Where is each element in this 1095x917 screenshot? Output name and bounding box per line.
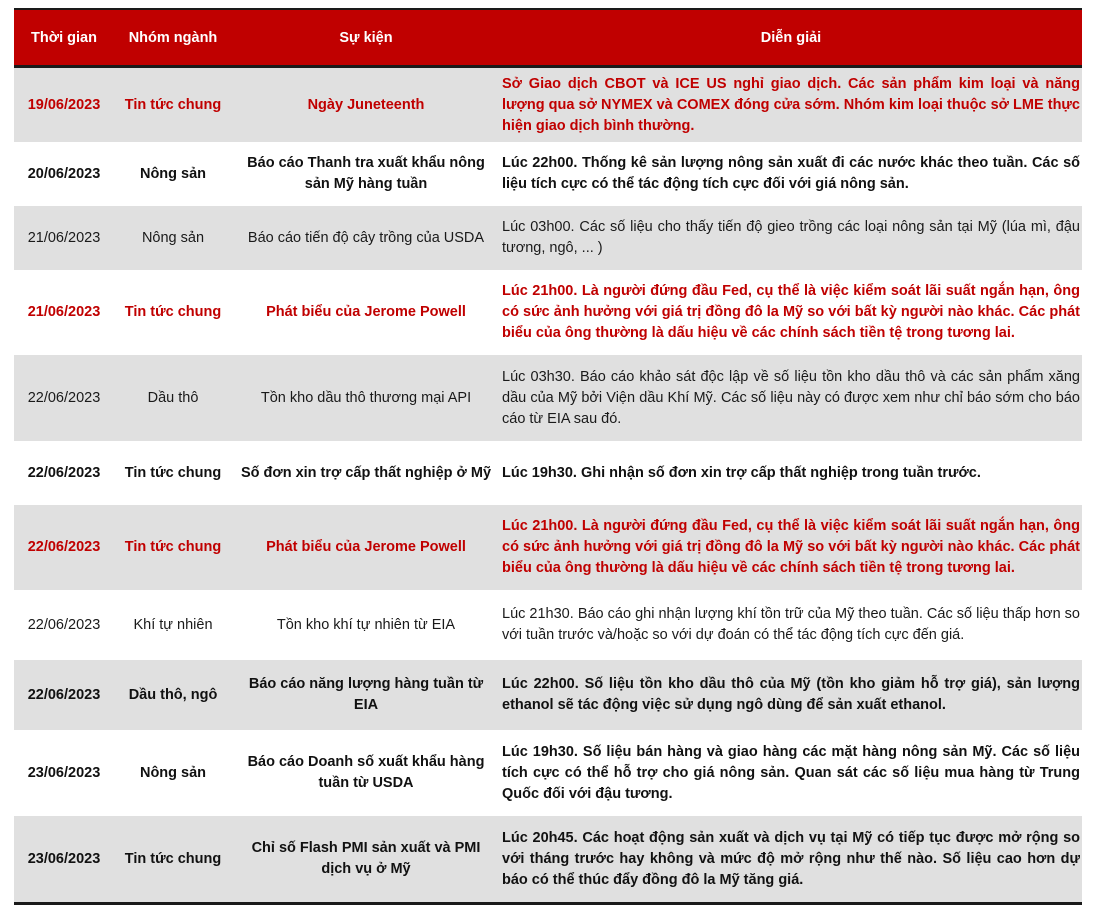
row-desc: Lúc 19h30. Số liệu bán hàng và giao hàng các mặt hàng nông sản Mỹ. Các số liệu tích cực có thể hỗ trợ cho giá nông sản. Quan sát các số liệu mua hàng từ Trung Quốc đối với đậu tương.: [502, 743, 1080, 802]
table-row: [14, 660, 1082, 730]
row-event: Báo cáo Doanh số xuất khẩu hàng tuần từ USDA: [247, 754, 485, 791]
table-row: [14, 206, 1082, 270]
events-table: [14, 8, 1082, 905]
row-desc: Sở Giao dịch CBOT và ICE US nghỉ giao dịch. Các sản phẩm kim loại và năng lượng qua sở NYMEX và COMEX đóng cửa sớm. Nhóm kim loại thuộc sở LME thực hiện giao dịch bình thường.: [502, 75, 1080, 134]
table-row: [14, 355, 1082, 441]
table-row: [14, 730, 1082, 816]
row-group: Dầu thô, ngô: [128, 686, 218, 703]
row-date: 22/06/2023: [27, 464, 101, 481]
row-desc: Lúc 03h00. Các số liệu cho thấy tiến độ gieo trồng các loại nông sản tại Mỹ (lúa mì, đậu tương, ngô, ... ): [502, 219, 1080, 256]
row-group: Dầu thô: [147, 389, 199, 406]
table-bottom-rule: [14, 902, 1082, 905]
table-row: [14, 441, 1082, 505]
row-date: 19/06/2023: [27, 96, 101, 113]
row-date: 22/06/2023: [27, 616, 101, 633]
row-desc: Lúc 21h00. Là người đứng đầu Fed, cụ thể là việc kiểm soát lãi suất ngắn hạn, ông có sức ảnh hưởng với giá trị đồng đô la Mỹ so với bất kỳ người nào khác. Các phát biểu của ông thường là dấu hiệu về các chính sách tiền tệ trong tương lai.: [502, 283, 1080, 341]
table-row: [14, 68, 1082, 142]
row-date: 22/06/2023: [27, 389, 101, 406]
row-event: Số đơn xin trợ cấp thất nghiệp ở Mỹ: [240, 464, 492, 481]
row-event: Chỉ số Flash PMI sản xuất và PMI dịch vụ ở Mỹ: [251, 840, 481, 877]
row-group: Tin tức chung: [124, 539, 222, 555]
row-event: Báo cáo Thanh tra xuất khẩu nông sản Mỹ hàng tuần: [247, 155, 485, 192]
row-group: Nông sản: [141, 229, 205, 246]
row-desc: Lúc 22h00. Số liệu tồn kho dầu thô của Mỹ (tồn kho giảm hỗ trợ giá), sản lượng ethanol sẽ tác động việc sử dụng ngô dùng để sản xuất ethanol.: [502, 676, 1080, 713]
row-group: Tin tức chung: [124, 850, 222, 867]
header-date: Thời gian: [31, 29, 97, 46]
row-group: Tin tức chung: [124, 464, 222, 481]
row-event: Tồn kho khí tự nhiên từ EIA: [276, 616, 456, 633]
row-desc: Lúc 19h30. Ghi nhận số đơn xin trợ cấp thất nghiệp trong tuần trước.: [502, 464, 981, 481]
row-desc: Lúc 22h00. Thống kê sản lượng nông sản xuất đi các nước khác theo tuần. Các số liệu tích cực có thể tác động tích cực đối với giá nông sản.: [502, 155, 1080, 192]
row-date: 23/06/2023: [27, 850, 101, 867]
row-event: Báo cáo tiến độ cây trồng của USDA: [247, 229, 485, 246]
row-group: Khí tự nhiên: [133, 616, 213, 633]
row-event: Phát biểu của Jerome Powell: [266, 539, 466, 555]
table-row: [14, 505, 1082, 590]
row-date: 23/06/2023: [27, 764, 101, 781]
row-date: 21/06/2023: [27, 229, 101, 246]
row-event: Tồn kho dầu thô thương mại API: [260, 389, 472, 406]
row-date: 22/06/2023: [27, 539, 101, 555]
header-event: Sự kiện: [339, 29, 393, 46]
table-row: [14, 816, 1082, 902]
row-desc: Lúc 20h45. Các hoạt động sản xuất và dịch vụ tại Mỹ có tiếp tục được mở rộng so với tháng trước hay không và mức độ mở rộng như thế nào. Số liệu cao hơn dự báo có thể thúc đẩy đồng đô la Mỹ tăng giá.: [502, 829, 1080, 888]
header-group: Nhóm ngành: [128, 29, 218, 46]
row-group: Tin tức chung: [124, 96, 222, 113]
row-group: Nông sản: [139, 165, 207, 182]
table-row: [14, 590, 1082, 660]
header-desc: Diễn giải: [760, 29, 822, 46]
table-header: [14, 10, 1082, 65]
table-row: [14, 142, 1082, 206]
row-event: Báo cáo năng lượng hàng tuần từ EIA: [248, 676, 484, 713]
row-event: Phát biểu của Jerome Powell: [266, 304, 466, 320]
row-desc: Lúc 21h00. Là người đứng đầu Fed, cụ thể là việc kiểm soát lãi suất ngắn hạn, ông có sức ảnh hưởng với giá trị đồng đô la Mỹ so với bất kỳ người nào khác. Các phát biểu của ông thường là dấu hiệu về các chính sách tiền tệ trong tương lai.: [502, 518, 1080, 576]
row-date: 22/06/2023: [27, 686, 101, 703]
row-desc: Lúc 21h30. Báo cáo ghi nhận lượng khí tồn trữ của Mỹ theo tuần. Các số liệu thấp hơn so với tuần trước và/hoặc so với dự đoán có thể tác động tích cực đến giá.: [502, 606, 1080, 643]
table-row: [14, 270, 1082, 355]
row-event: Ngày Juneteenth: [307, 96, 425, 113]
row-desc: Lúc 03h30. Báo cáo khảo sát độc lập về số liệu tồn kho dầu thô và các sản phẩm xăng dầu của Mỹ bởi Viện dầu Khí Mỹ. Các số liệu này có được xem như chỉ báo sớm cho báo cáo từ EIA sau đó.: [502, 368, 1080, 427]
row-date: 20/06/2023: [27, 165, 101, 182]
row-group: Tin tức chung: [124, 304, 222, 320]
row-date: 21/06/2023: [27, 304, 101, 320]
row-group: Nông sản: [139, 764, 207, 781]
